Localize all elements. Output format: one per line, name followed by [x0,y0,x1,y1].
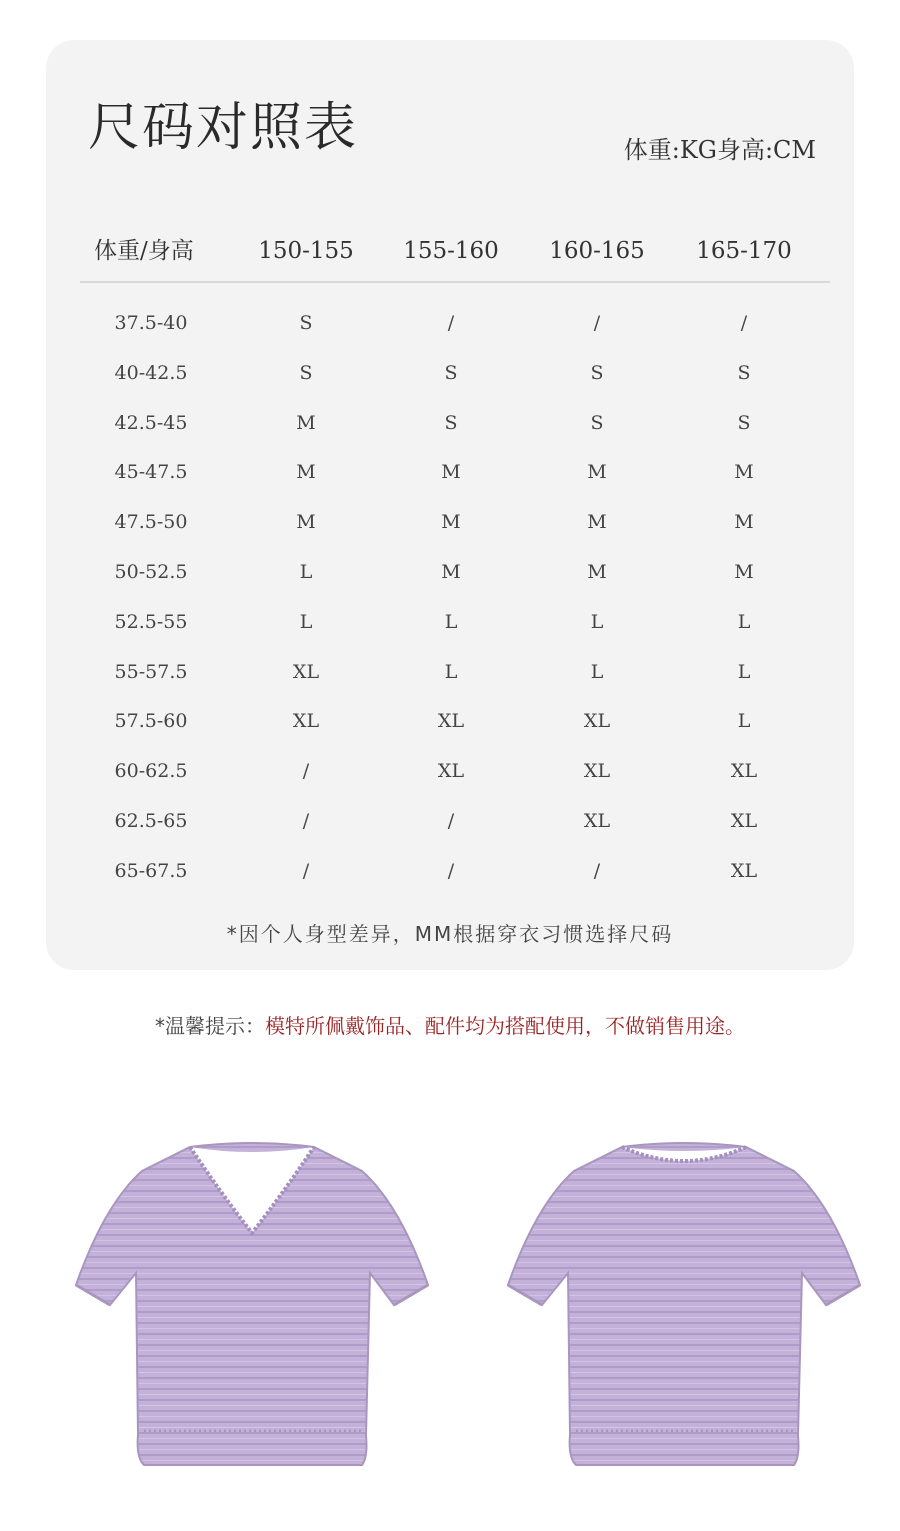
table-row [46,847,854,897]
size-cell: / [593,312,601,334]
weight-cell: 57.5-60 [114,710,188,733]
size-cell: S [444,411,458,434]
header-weight-height: 体重/身高 [94,238,194,264]
size-cell: L [299,560,313,583]
table-row [46,299,854,349]
size-cell: L [737,660,751,683]
header-height-2: 155-160 [403,238,499,264]
size-cell: S [590,411,604,434]
size-cell: XL [437,710,465,733]
size-cell: M [587,461,607,484]
size-cell: M [734,560,754,583]
size-cell: L [444,610,458,633]
size-cell: S [299,312,313,334]
size-cell: XL [730,760,758,783]
size-cell: XL [730,809,758,832]
size-cell: XL [583,710,611,733]
size-cell: / [302,809,310,832]
size-table-body [46,299,854,897]
size-cell: / [593,859,601,882]
size-cell: / [302,760,310,783]
size-cell: XL [292,660,320,683]
size-cell: M [734,511,754,534]
table-row [46,448,854,498]
table-row [46,797,854,847]
size-cell: XL [292,710,320,733]
size-cell: XL [583,809,611,832]
table-row [46,349,854,399]
size-cell: M [587,511,607,534]
size-cell: S [444,361,458,384]
table-row [46,747,854,797]
size-cell: M [441,560,461,583]
weight-cell: 37.5-40 [114,312,188,334]
tip-lead: *温馨提示： [155,1014,265,1038]
header-divider [80,281,830,283]
size-cell: / [302,859,310,882]
table-row [46,648,854,698]
weight-cell: 47.5-50 [114,511,188,534]
size-cell: / [447,859,455,882]
weight-cell: 65-67.5 [114,859,188,882]
size-cell: M [296,461,316,484]
chart-title: 尺码对照表 [88,98,359,158]
table-row [46,399,854,449]
size-cell: L [737,710,751,733]
size-cell: / [447,312,455,334]
warm-tip [0,1010,900,1039]
size-cell: XL [730,859,758,882]
size-cell: L [299,610,313,633]
unit-note: 体重:KG身高:CM [623,136,816,164]
header-height-3: 160-165 [549,238,645,264]
weight-cell: 62.5-65 [114,809,188,832]
size-cell: M [734,461,754,484]
tip-text: 模特所佩戴饰品、配件均为搭配使用，不做销售用途。 [265,1014,745,1038]
header-height-1: 150-155 [258,238,354,264]
weight-cell: 40-42.5 [114,361,188,384]
shirt-front-image [62,1135,442,1475]
size-cell: / [740,312,748,334]
table-row [46,697,854,747]
size-cell: S [590,361,604,384]
size-cell: L [590,610,604,633]
size-cell: M [587,560,607,583]
table-row [46,598,854,648]
size-cell: M [296,511,316,534]
size-chart-card [46,40,854,970]
size-cell: XL [437,760,465,783]
weight-cell: 60-62.5 [114,760,188,783]
header-height-4: 165-170 [696,238,792,264]
shirt-back-image [494,1135,874,1475]
size-cell: / [447,809,455,832]
size-cell: S [737,411,751,434]
weight-cell: 55-57.5 [114,660,188,683]
weight-cell: 45-47.5 [114,461,188,484]
weight-cell: 42.5-45 [114,411,188,434]
size-advice-note: *因个人身型差异，MM根据穿衣习惯选择尺码 [226,922,674,946]
weight-cell: 50-52.5 [114,560,188,583]
size-cell: M [441,511,461,534]
size-cell: S [299,361,313,384]
size-cell: M [296,411,316,434]
table-row [46,548,854,598]
size-cell: XL [583,760,611,783]
size-cell: L [737,610,751,633]
weight-cell: 52.5-55 [114,610,188,633]
table-row [46,498,854,548]
size-cell: S [737,361,751,384]
size-cell: L [590,660,604,683]
size-cell: M [441,461,461,484]
size-cell: L [444,660,458,683]
